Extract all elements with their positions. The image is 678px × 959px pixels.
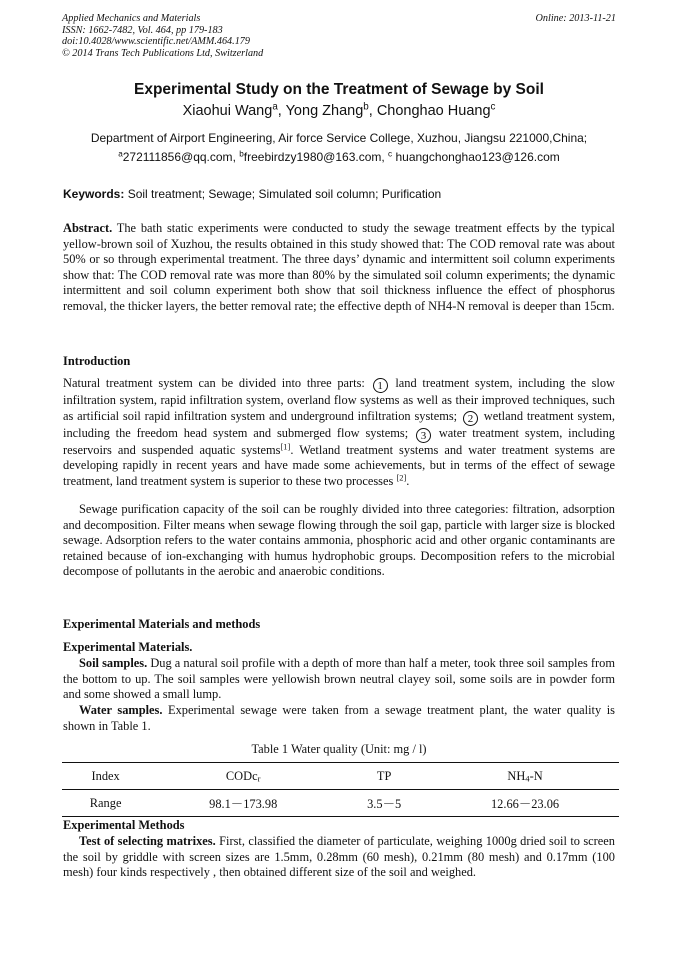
soil-samples-label: Soil samples. [79, 656, 148, 670]
online-date: Online: 2013-11-21 [535, 13, 616, 24]
soil-samples-text: Dug a natural soil profile with a depth of more than half a meter, took three soil samples from the bottom to up. The soil samples were yellowish brown neutral clayey soil, some soils are in powder form and some showed a small lump. [63, 656, 615, 702]
affiliation: Department of Airport Engineering, Air force Service College, Xuzhou, Jiangsu 221000,China; [90, 131, 588, 145]
author-name: Chonghao Huang [376, 103, 491, 119]
citation-ref[interactable]: [2] [396, 472, 407, 483]
column-header: Index [62, 763, 149, 790]
table-caption: Table 1 Water quality (Unit: mg / l) [251, 742, 427, 756]
circled-number: 2 [463, 411, 478, 426]
header-subscript: r [257, 773, 261, 784]
soil-samples-paragraph [63, 656, 615, 703]
header-text: -N [529, 768, 543, 783]
intro-text: . Wetland treatment systems and water treatment systems are developing rapidly in recent years and have made some achievements, but in terms of the effect of sewage treatment, land treatment system is superior to these two processes [63, 442, 615, 488]
intro-paragraph-1 [63, 376, 615, 489]
table-cell: 98.1－173.98 [149, 790, 337, 817]
email-link[interactable]: 272111856@qq.com [122, 150, 233, 164]
test-matrixes-text: First, classified the diameter of particulate, weighing 1000g dried soil to screen the soil by griddle with screen sizes are 1.5mm, 0.28mm (60 mesh), 0.21mm (80 mesh) and 0.17mm (100 mesh) four kinds respectively , then obtained different size of the soil and weighed. [63, 834, 615, 880]
email-list: $^a$272111856@qq.com, $^b$freebirdzy1980@163.com, $^c$ huangchonghao123@126.com [118, 149, 560, 164]
intro-paragraph-2: Sewage purification capacity of the soil can be roughly divided into three categories: filtration, adsorption and decomposition. Filter means when sewage flowing through the soil gap, particle with larger size is blocked sewage. Adsorption refers to the water contains ammonia, phosphoric acid and other organic contaminants are retained because of ion-exchanging with humus hydrophobic groups. Decomposition refers to the microbial decompose of pollutants in the aerobic and anaerobic conditions. [63, 502, 615, 579]
circled-number: 3 [416, 428, 431, 443]
abstract-label: Abstract. [63, 221, 113, 235]
water-samples-paragraph [63, 703, 615, 734]
email-sup: a [118, 149, 123, 159]
intro-text: water treatment system, including reservoirs and suspended aquatic systems [63, 425, 615, 457]
circled-number: 1 [373, 378, 388, 393]
keywords-text: Soil treatment; Sewage; Simulated soil column; Purification [127, 187, 442, 201]
issn-line: ISSN: 1662-7482, Vol. 464, pp 179-183 [62, 24, 223, 36]
journal-name: Applied Mechanics and Materials [62, 13, 201, 24]
email-link[interactable]: freebirdzy1980@163.com [243, 150, 382, 164]
keywords-label: Keywords: [63, 187, 125, 201]
methods-heading: Experimental Materials and methods [63, 617, 261, 631]
author-name: Xiaohui Wang [182, 103, 273, 119]
header-subscript: 4 [525, 773, 530, 784]
table-header-row [62, 763, 619, 790]
author-sup: a [272, 101, 278, 113]
water-samples-text: Experimental sewage were taken from a sewage treatment plant, the water quality is shown in Table 1. [63, 703, 615, 733]
abstract-text: The bath static experiments were conducted to study the sewage treatment effects by the typical yellow-brown soil of Xuzhou, the results obtained in this study showed that: The COD removal rate was about 50% or so through experimental treatment. The three days’ dynamic and intermittent soil column experiments show that: The COD removal rate was more than 80% by the simulated soil column experiments; the dynamic intermittent and soil column experiment both show that soil thickness influence the effect of phosphorus removal, the thicker layers, the better removal rate; the effective depth of NH4-N removal is deeper than 15cm. [63, 221, 615, 313]
abstract [63, 221, 615, 315]
email-sup: c [388, 149, 393, 159]
water-quality-table [62, 762, 619, 817]
header-text: NH [507, 768, 526, 783]
intro-text: land treatment system, including the slow infiltration system, rapid infiltration system, overland flow systems as well as their improved techniques, such as artificial soil rapid infiltration system and underground infiltration systems; [63, 376, 615, 423]
table-cell: 3.5－5 [337, 790, 431, 817]
author-list: Xiaohui Wang$^a$, Yong Zhang$^b$, Chonghao Huang$^c$ [182, 101, 496, 119]
intro-text: Natural treatment system can be divided into three parts: [63, 376, 365, 390]
header-text: CODc [225, 768, 258, 783]
author-sup: b [363, 101, 369, 113]
doi-line: doi:10.4028/www.scientific.net/AMM.464.179 [62, 36, 250, 47]
email-sup: b [239, 149, 244, 159]
column-header: TP [337, 763, 431, 790]
paper-title: Experimental Study on the Treatment of Sewage by Soil [134, 81, 544, 98]
table-row [62, 790, 619, 817]
methods-subheading: Experimental Methods [63, 818, 185, 832]
test-matrixes-label: Test of selecting matrixes. [79, 834, 216, 848]
intro-text: . [406, 473, 410, 488]
email-link[interactable]: huangchonghao123@126.com [395, 150, 560, 164]
author-sup: c [490, 101, 496, 113]
table-cell: 12.66－23.06 [431, 790, 619, 817]
column-header [149, 763, 337, 790]
intro-text: wetland treatment system, including the freedom head system and submerged flow systems; [63, 408, 615, 440]
water-samples-label: Water samples. [79, 703, 163, 717]
citation-ref[interactable]: [1] [280, 440, 291, 451]
test-matrixes-paragraph [63, 834, 615, 881]
journal-header [62, 13, 263, 59]
author-name: Yong Zhang [285, 103, 364, 119]
copyright-line: © 2014 Trans Tech Publications Ltd, Switzerland [62, 47, 264, 59]
introduction-heading: Introduction [63, 354, 131, 368]
materials-subheading: Experimental Materials. [63, 640, 193, 654]
keywords-line [63, 187, 441, 201]
column-header [431, 763, 619, 790]
table-cell: Range [62, 790, 149, 817]
